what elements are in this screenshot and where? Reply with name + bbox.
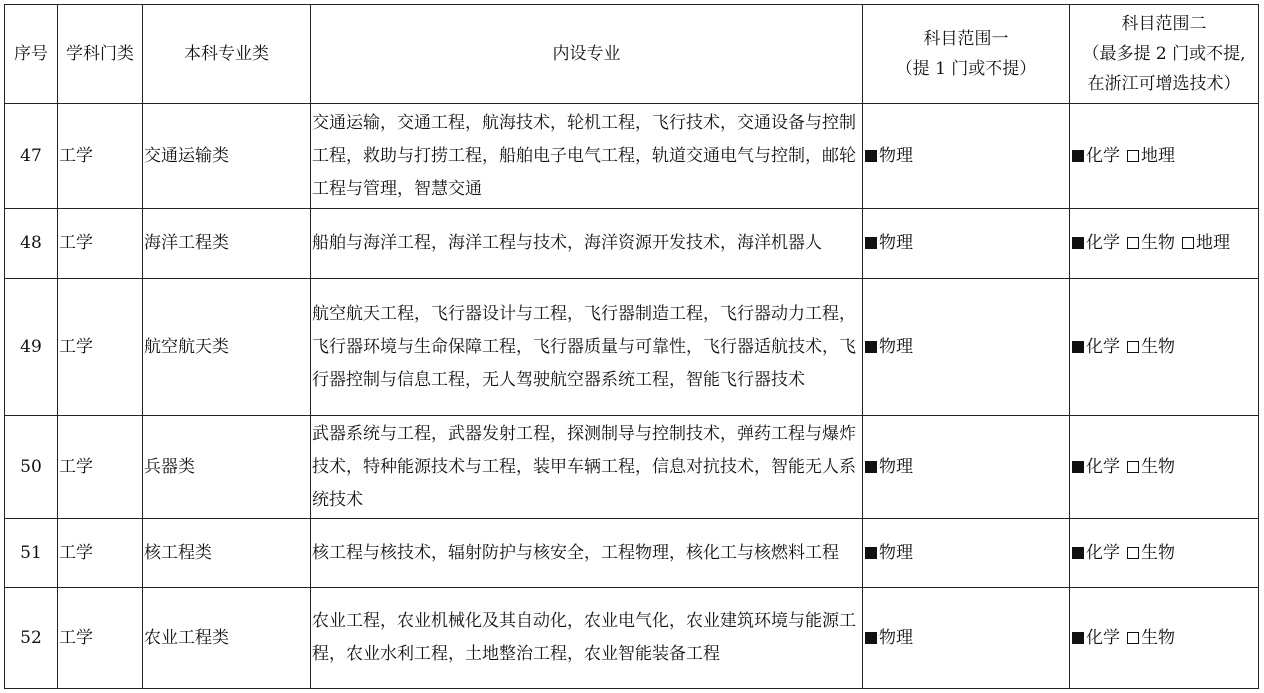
row-category-cell: 海洋工程类: [143, 209, 311, 279]
header-discipline: 学科门类: [58, 5, 143, 104]
subject-option: [1071, 622, 1120, 655]
subject-option: [1126, 451, 1175, 484]
row-majors-cell: 武器系统与工程，武器发射工程，探测制导与控制技术，弹药工程与爆炸技术，特种能源技术与工程，装甲车辆工程，信息对抗技术，智能无人系统技术: [311, 416, 863, 519]
checked-box-icon: [865, 237, 877, 249]
subject-option: [1126, 331, 1175, 364]
subject-option: [1071, 331, 1120, 364]
row-category-cell: 航空航天类: [143, 279, 311, 416]
subject-option: [864, 623, 913, 654]
subject-label: 化学: [1086, 233, 1120, 253]
table-row: [5, 588, 1259, 689]
row-subject2-cell: [1070, 519, 1259, 588]
row-subject2-cell: [1070, 588, 1259, 689]
row-no-cell: 49: [5, 279, 58, 416]
row-no-cell: 48: [5, 209, 58, 279]
subject-label: 化学: [1086, 336, 1120, 357]
subject-option: [1126, 227, 1175, 260]
subject-label: 生物: [1141, 542, 1175, 563]
checked-box-icon: [1072, 632, 1084, 644]
checked-box-icon: [865, 547, 877, 559]
row-no-cell: 50: [5, 416, 58, 519]
header-no: 序号: [5, 5, 58, 104]
unchecked-box-icon: [1127, 341, 1139, 353]
row-subject2-cell: [1070, 209, 1259, 279]
subject-label: 化学: [1086, 456, 1120, 477]
subject-option: [864, 141, 913, 172]
subject-label: 化学: [1086, 145, 1120, 166]
subject-label: 物理: [879, 456, 913, 477]
subject-label: 生物: [1141, 456, 1175, 477]
checked-box-icon: [1072, 341, 1084, 353]
subject-label: 物理: [879, 145, 913, 166]
header-subject1-line-1: 科目范围一: [923, 29, 1009, 49]
row-majors-cell: 船舶与海洋工程，海洋工程与技术，海洋资源开发技术，海洋机器人: [311, 209, 863, 279]
subject-option: [864, 452, 913, 483]
subject-label: 物理: [879, 233, 913, 253]
checked-box-icon: [1072, 461, 1084, 473]
row-subject2-cell: [1070, 104, 1259, 209]
unchecked-box-icon: [1127, 547, 1139, 559]
subject-label: 地理: [1196, 233, 1230, 253]
row-subject1-cell: [863, 279, 1070, 416]
checked-box-icon: [1072, 547, 1084, 559]
row-no-cell: 51: [5, 519, 58, 588]
subject-option: [1071, 227, 1120, 260]
header-row: [5, 5, 1259, 104]
row-majors-cell: 农业工程，农业机械化及其自动化，农业电气化，农业建筑环境与能源工程，农业水利工程，土地整治工程，农业智能装备工程: [311, 588, 863, 689]
row-discipline-cell: 工学: [58, 279, 143, 416]
subject-option: [1071, 451, 1120, 484]
checked-box-icon: [1072, 237, 1084, 249]
subject-label: 化学: [1086, 542, 1120, 563]
subject-option: [864, 332, 913, 363]
header-subject1-line-2: （提 1 门或不提）: [895, 59, 1037, 79]
checked-box-icon: [1072, 150, 1084, 162]
subject-label: 地理: [1141, 145, 1175, 166]
table-row: [5, 209, 1259, 279]
row-majors-cell: 航空航天工程，飞行器设计与工程，飞行器制造工程，飞行器动力工程，飞行器环境与生命保障工程，飞行器质量与可靠性，飞行器适航技术，飞行器控制与信息工程，无人驾驶航空器系统工程，智能飞行器技术: [311, 279, 863, 416]
subject-label: 物理: [879, 542, 913, 563]
row-subject2-cell: [1070, 279, 1259, 416]
checked-box-icon: [865, 341, 877, 353]
header-subject2-line-2: （最多提 2 门或不提,: [1082, 44, 1246, 64]
row-subject1-cell: [863, 519, 1070, 588]
header-subject2-line-1: 科目范围二: [1121, 14, 1207, 34]
row-majors-cell: 交通运输，交通工程，航海技术，轮机工程，飞行技术，交通设备与控制工程，救助与打捞工程，船舶电子电气工程，轨道交通电气与控制，邮轮工程与管理，智慧交通: [311, 104, 863, 209]
row-majors-cell: 核工程与核技术，辐射防护与核安全，工程物理，核化工与核燃料工程: [311, 519, 863, 588]
subject-option: [1126, 622, 1175, 655]
subject-label: 生物: [1141, 336, 1175, 357]
subject-option: [1071, 140, 1120, 173]
unchecked-box-icon: [1182, 237, 1194, 249]
unchecked-box-icon: [1127, 461, 1139, 473]
subject-label: 生物: [1141, 627, 1175, 648]
header-category: 本科专业类: [143, 5, 311, 104]
subject-label: 物理: [879, 627, 913, 648]
header-majors: 内设专业: [311, 5, 863, 104]
table-row: [5, 104, 1259, 209]
row-category-cell: 核工程类: [143, 519, 311, 588]
row-no-cell: 47: [5, 104, 58, 209]
row-category-cell: 农业工程类: [143, 588, 311, 689]
subject-label: 物理: [879, 336, 913, 357]
header-subject1: [863, 5, 1070, 104]
row-discipline-cell: 工学: [58, 104, 143, 209]
row-category-cell: 交通运输类: [143, 104, 311, 209]
table-body: [5, 104, 1259, 689]
row-subject1-cell: [863, 209, 1070, 279]
table-row: [5, 416, 1259, 519]
subject-option: [1126, 140, 1175, 173]
row-discipline-cell: 工学: [58, 416, 143, 519]
row-subject1-cell: [863, 104, 1070, 209]
subject-option: [864, 538, 913, 569]
subject-label: 化学: [1086, 627, 1120, 648]
subject-option: [1071, 537, 1120, 570]
subject-option: [1181, 227, 1230, 260]
subject-label: 生物: [1141, 233, 1175, 253]
row-subject1-cell: [863, 416, 1070, 519]
row-discipline-cell: 工学: [58, 209, 143, 279]
row-discipline-cell: 工学: [58, 519, 143, 588]
checked-box-icon: [865, 632, 877, 644]
table-row: [5, 279, 1259, 416]
subject-option: [1126, 537, 1175, 570]
row-subject1-cell: [863, 588, 1070, 689]
unchecked-box-icon: [1127, 150, 1139, 162]
header-subject2-line-3: 在浙江可增选技术）: [1087, 74, 1241, 94]
subject-option: [864, 228, 913, 259]
table-row: [5, 519, 1259, 588]
checked-box-icon: [865, 150, 877, 162]
row-discipline-cell: 工学: [58, 588, 143, 689]
unchecked-box-icon: [1127, 237, 1139, 249]
unchecked-box-icon: [1127, 632, 1139, 644]
subject-requirements-table: [4, 4, 1259, 689]
checked-box-icon: [865, 461, 877, 473]
row-category-cell: 兵器类: [143, 416, 311, 519]
header-subject2: [1070, 5, 1259, 104]
row-subject2-cell: [1070, 416, 1259, 519]
row-no-cell: 52: [5, 588, 58, 689]
